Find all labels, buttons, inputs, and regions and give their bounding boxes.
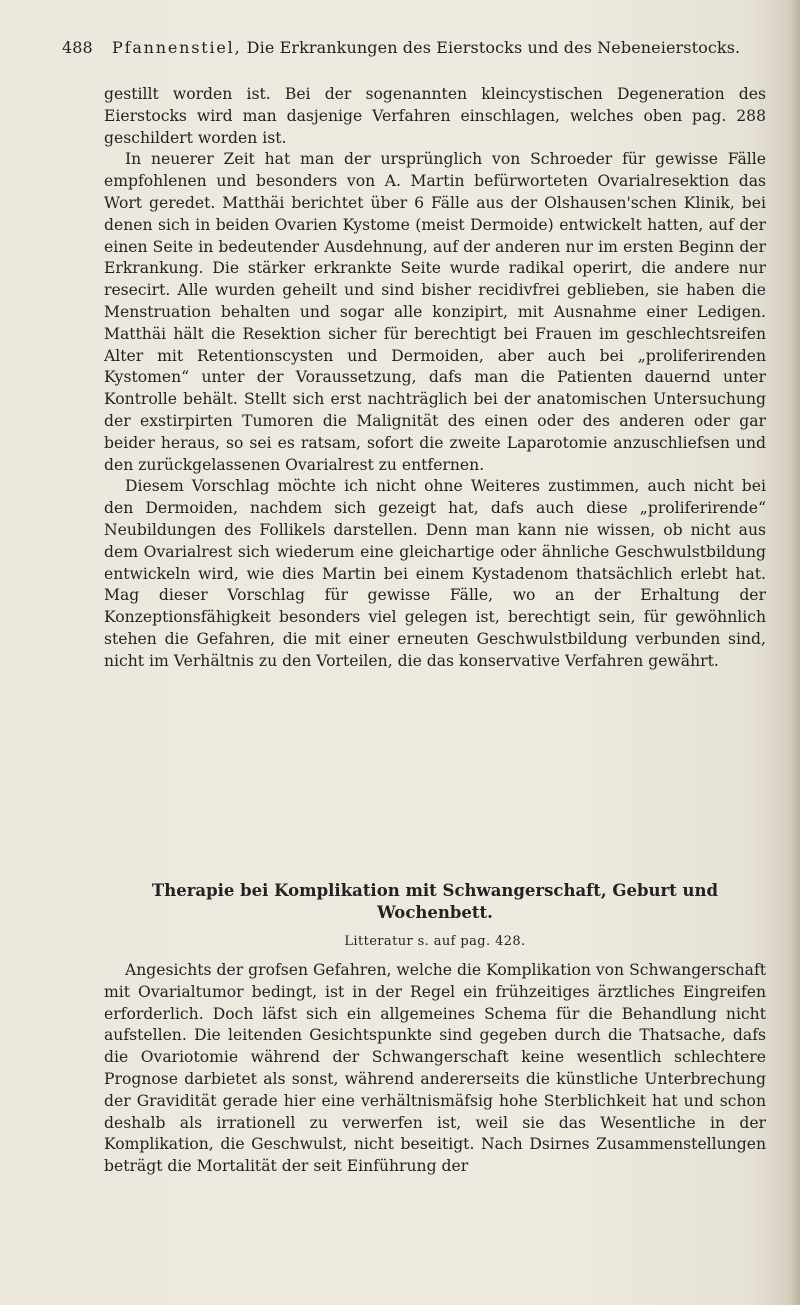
paragraph-2: In neuerer Zeit hat man der ursprünglich von Schroeder für gewisse Fälle empfohlenen und besonders von A. Martin befürworteten Ovarialresektion das Wort geredet. Matthäi berichtet über 6 Fälle aus der Olshausen'schen Klinik, bei denen sich in beiden Ovarien Kystome (meist Dermoide) entwickelt hatten, auf der einen Seite in bedeutender Ausdehnung, auf der anderen nur im ersten Beginn der Erkrankung. Die stärker erkrankte Seite wurde radikal operirt, die andere nur resecirt. Alle wurden geheilt und sind bisher recidivfrei geblieben, sie haben die Menstruation behalten und sogar alle konzipirt, mit Ausnahme einer Ledigen. Matthäi hält die Resektion sicher für berechtigt bei Frauen im geschlechtsreifen Alter mit Retentionscysten und Dermoiden, aber auch bei „proliferirenden Kystomen“ unter der Voraussetzung, dafs man die Patienten dauernd unter Kontrolle behält. Stellt sich erst nachträglich bei der anatomischen Untersuchung der exstirpirten Tumoren die Malignität des einen oder des anderen oder gar beider heraus, so sei es ratsam, sofort die zweite Laparotomie anzuschliefsen und den zurückgelassenen Ovarialrest zu entfernen. xyxy=(104,150,766,474)
paragraph-1: gestillt worden ist. Bei der sogenannten kleincystischen Degeneration des Eierstocks wird man dasjenige Verfahren einschlagen, welches oben pag. 288 geschildert worden ist. xyxy=(104,85,766,147)
section-paragraph-1: Angesichts der grofsen Gefahren, welche die Komplikation von Schwangerschaft mit Ovarialtumor bedingt, ist in der Regel ein frühzeitiges ärztliches Eingreifen erforderlich. Doch läfst sich ein allgemeines Schema für die Behandlung nicht aufstellen. Die leitenden Gesichtspunkte sind gegeben durch die Thatsache, dafs die Ovariotomie während der Schwangerschaft keine wesentlich schlechtere Prognose darbietet als sonst, während andererseits die künstliche Unterbrechung der Gravidität gerade hier eine verhältnismäfsig hohe Sterblichkeit hat und schon deshalb als irrationell zu verwerfen ist, weil sie das Wesentliche in der Komplikation, die Geschwulst, nicht beseitigt. Nach Dsirnes Zusammenstellungen beträgt die Mortalität der seit Einführung der xyxy=(104,961,766,1176)
page-edge-shadow xyxy=(790,0,800,1305)
running-head xyxy=(62,38,740,57)
header-title: Die Erkrankungen des Eierstocks und des Nebeneierstocks. xyxy=(246,38,741,57)
main-text xyxy=(104,84,766,673)
paragraph-3: Diesem Vorschlag möchte ich nicht ohne Weiteres zustimmen, auch nicht bei den Dermoiden, nachdem sich gezeigt hat, dafs auch diese „proliferirende“ Neubildungen des Follikels darstellen. Denn man kann nie wissen, ob nicht aus dem Ovarialrest sich wiederum eine gleichartige oder ähnliche Geschwulstbildung entwickeln wird, wie dies Martin bei einem Kystadenom thatsächlich erlebt hat. Mag dieser Vorschlag für gewisse Fälle, wo an der Erhaltung der Konzeptionsfähigkeit besonders viel gelegen ist, berechtigt sein, für gewöhnlich stehen die Gefahren, die mit einer erneuten Geschwulstbildung verbunden sind, nicht im Verhältnis zu den Vorteilen, die das konservative Verfahren gewährt. xyxy=(104,477,766,670)
section-heading-line-2: Wochenbett. xyxy=(377,903,493,922)
literature-reference: Litteratur s. auf pag. 428. xyxy=(344,934,526,949)
page-number: 488 xyxy=(62,38,93,57)
section-heading-line-1: Therapie bei Komplikation mit Schwangerschaft, Geburt und xyxy=(151,881,719,900)
section-heading xyxy=(104,880,766,924)
section-text xyxy=(104,960,766,1178)
header-author: Pfannenstiel, xyxy=(112,38,242,57)
